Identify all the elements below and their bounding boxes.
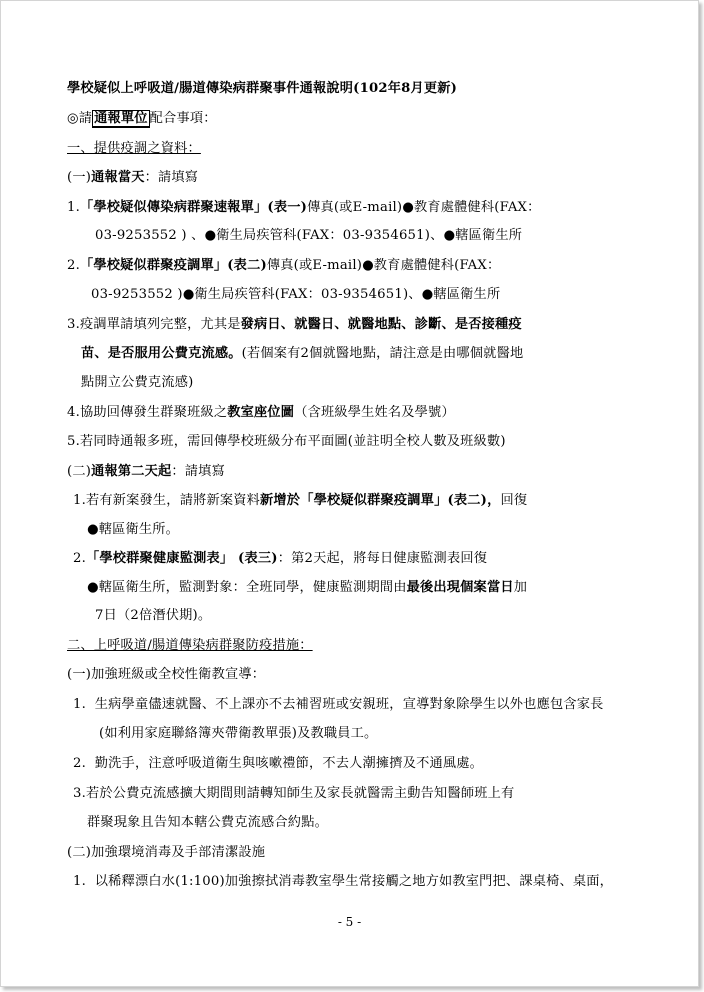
item-number: 1. [73, 697, 86, 712]
s2-item1-line2: (如利用家庭聯絡簿夾帶衛教單張)及教職員工。 [99, 726, 378, 741]
page-number: - 5 - [337, 915, 362, 929]
s1-sub1 [67, 169, 198, 187]
document-title: 學校疑似上呼吸道/腸道傳染病群聚事件通報說明(102年8月更新) [67, 81, 458, 96]
s1-item2 [67, 257, 500, 275]
s1-item3 [67, 316, 522, 334]
s1-item3-text2: (若個案有2個就醫地點，請注意是由哪個就醫地 [241, 346, 524, 361]
s1-item6-bold: 新增於「學校疑似群聚疫調單」(表二)， [260, 493, 501, 508]
s2-item3-text: 若於公費克流感擴大期間則請轉知師生及家長就醫需主動告知醫師班上有 [85, 786, 515, 801]
s1-item7-text: ：第2天起，將每日健康監測表回復 [277, 551, 488, 566]
s1-item7-line3: 7日（2倍潛伏期)。 [95, 608, 212, 623]
s1-item7 [73, 550, 487, 568]
s1-item5 [67, 433, 506, 451]
item-number: 1. [73, 874, 86, 889]
s1-item6-text: 若有新案發生，請將新案資料 [85, 493, 261, 508]
s1-item6-text2: 回復 [500, 493, 528, 508]
s1-item4-text: 協助回傳發生群聚班級之 [79, 405, 228, 420]
s2-item1-text: 生病學童儘速就醫、不上課亦不去補習班或安親班，宣導對象除學生以外也應包含家長 [94, 697, 604, 712]
s1-item3-text: 疫調單請填列完整，尤其是 [79, 317, 241, 332]
s1-item7-line2-bold: 最後出現個案當日 [406, 580, 514, 595]
s1-sub2-label: (二) [67, 464, 92, 479]
s1-sub1-label: (一) [67, 170, 92, 185]
item-number: 3. [67, 317, 80, 332]
s2-sub1: (一)加強班級或全校性衛教宣導： [67, 667, 266, 682]
reporting-unit-box: 通報單位 [94, 111, 148, 126]
s1-item2-line2: 03-9253552 )●衛生局疾管科(FAX：03-9354651)、●轄區衛生所 [91, 287, 501, 302]
s1-item3-bold: 發病日、就醫日、就醫地點、診斷、是否接種疫 [240, 317, 522, 332]
s2-sub2: (二)加強環境消毒及手部清潔設施 [67, 845, 266, 860]
s2-item4 [73, 873, 613, 891]
s1-item6 [73, 492, 527, 510]
s2-item3-line2: 群聚現象且告知本轄公費克流感合約點。 [87, 815, 328, 830]
s1-item1 [67, 199, 541, 217]
s2-item1 [73, 696, 604, 714]
item-number: 2. [73, 551, 86, 566]
s1-item2-text: 傳真(或E-mail)●教育處體健科(FAX： [266, 258, 501, 273]
section2-heading: 二、上呼吸道/腸道傳染病群聚防疫措施： [67, 638, 313, 653]
s2-item3 [73, 785, 514, 803]
s1-item1-line2: 03-9253552 ) 、●衛生局疾管科(FAX：03-9354651)、●轄區衛生所 [95, 228, 523, 243]
item-number: 5. [67, 434, 80, 449]
s1-sub1-bold: 通報當天 [91, 170, 145, 185]
s1-item5-text: 若同時通報多班，需回傳學校班級分布平面圖(並註明全校人數及班級數) [79, 434, 506, 449]
s1-item7-line2a: ●轄區衛生所，監測對象：全班同學，健康監測期間由 [87, 580, 407, 595]
s2-item2-text: 勤洗手，注意呼吸道衛生與咳嗽禮節，不去人潮擁擠及不通風處。 [94, 756, 484, 771]
item-number: 1. [73, 493, 86, 508]
s1-item7-line2 [87, 579, 527, 597]
s1-item7-bold: 「學校群聚健康監測表」 (表三) [85, 551, 278, 566]
item-number: 2. [73, 756, 86, 771]
s1-item3-line3: 點開立公費克流感) [81, 375, 194, 390]
intro-prefix: ◎請 [67, 111, 93, 126]
s1-item3-line2 [81, 345, 523, 363]
s1-item6-line2: ●轄區衛生所。 [87, 522, 180, 537]
s2-item4-text: 以稀釋漂白水(1:100)加強擦拭消毒教室學生常接觸之地方如教室門把、課桌椅、桌面， [94, 874, 614, 889]
intro-line [67, 110, 217, 128]
s1-item4-bold: 教室座位圖 [227, 405, 295, 420]
s1-item4 [67, 404, 455, 422]
s1-sub2-bold: 通報第二天起 [91, 464, 172, 479]
s1-sub2 [67, 463, 225, 481]
s1-item1-text: 傳真(或E-mail)●教育處體健科(FAX： [307, 200, 541, 215]
item-number: 3. [73, 786, 86, 801]
item-number: 1. [67, 200, 80, 215]
s1-item7-line2c: 加 [513, 580, 528, 595]
s1-item1-bold: 「學校疑似傳染病群聚速報單」(表一) [79, 200, 308, 215]
s1-item3-bold2: 苗、是否服用公費克流感。 [81, 346, 242, 361]
s1-sub1-rest: ：請填寫 [144, 170, 199, 185]
section1-heading: 一、提供疫調之資料： [67, 141, 201, 156]
item-number: 2. [67, 258, 80, 273]
s1-sub2-rest: ：請填寫 [171, 464, 225, 479]
s1-item4-text2: （含班級學生姓名及學號） [294, 405, 455, 420]
intro-suffix: 配合事項： [149, 111, 217, 126]
s1-item2-bold: 「學校疑似群聚疫調單」(表二) [79, 258, 267, 273]
item-number: 4. [67, 405, 80, 420]
s2-item2 [73, 755, 483, 773]
